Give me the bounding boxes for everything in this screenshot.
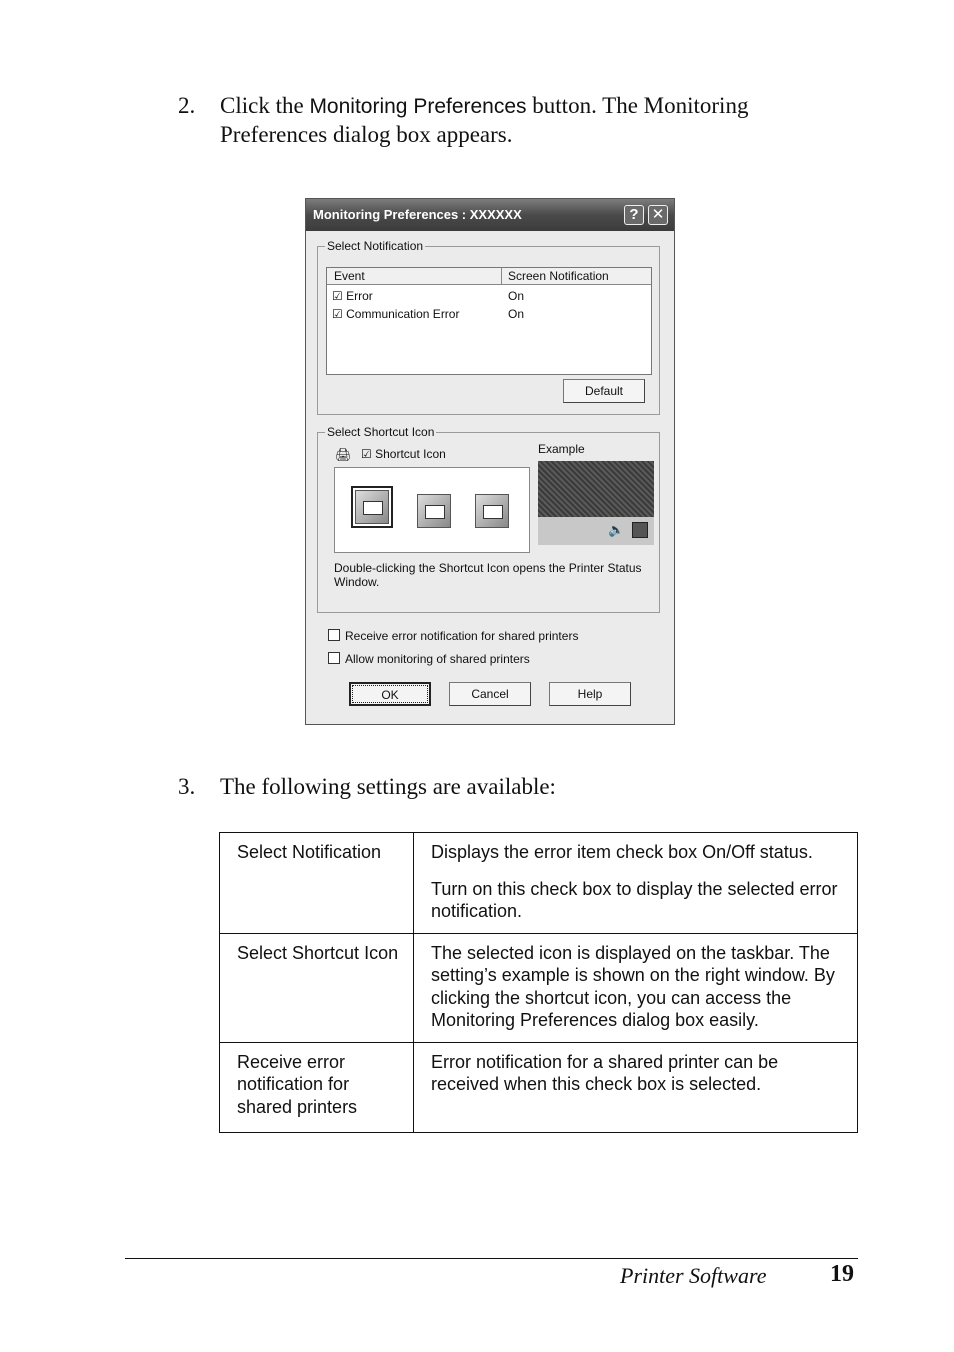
footer-rule: [125, 1258, 858, 1259]
monitoring-preferences-dialog: [305, 198, 675, 725]
step-2-text: Click the Monitoring Preferences button. The Monitoring Preferences dialog box appears.: [220, 93, 749, 147]
allow-monitoring-option[interactable]: Allow monitoring of shared printers: [328, 652, 530, 666]
settings-table: [219, 832, 858, 1133]
step-2-number: 2.: [178, 93, 196, 118]
help-question-icon[interactable]: ?: [624, 205, 644, 225]
notification-list[interactable]: [326, 267, 652, 375]
setting-name: Receive error notification for shared printers: [220, 1042, 414, 1133]
dialog-title: Monitoring Preferences : XXXXXX: [313, 207, 522, 222]
example-preview: [538, 461, 654, 517]
setting-description: Displays the error item check box On/Off status. Turn on this check box to display the selected error notification.: [414, 833, 858, 934]
setting-description: Error notification for a shared printer can be received when this check box is selected.: [414, 1042, 858, 1133]
shortcut-icon-selector[interactable]: [334, 467, 530, 553]
close-icon[interactable]: ✕: [648, 205, 668, 225]
printer-icon-option-2[interactable]: [417, 494, 451, 528]
table-row: [220, 833, 858, 934]
footer-section-title: Printer Software: [620, 1263, 767, 1288]
column-header-event[interactable]: Event: [327, 268, 502, 285]
shortcut-description: Double-clicking the Shortcut Icon opens the Printer Status Window.: [334, 561, 642, 589]
list-item-error[interactable]: ☑ Error: [332, 289, 373, 303]
select-notification-label: Select Notification: [327, 239, 424, 253]
printer-small-icon: 🖨: [335, 447, 352, 462]
help-button[interactable]: Help: [549, 682, 631, 706]
default-button[interactable]: Default: [563, 379, 645, 403]
printer-tray-icon: [632, 522, 648, 538]
select-notification-group: [317, 239, 660, 415]
receive-error-checkbox[interactable]: [328, 629, 340, 641]
dialog-titlebar: [306, 199, 674, 231]
list-item-error-status: On: [508, 289, 525, 303]
checkbox-error[interactable]: ☑: [332, 289, 343, 303]
select-shortcut-icon-label: Select Shortcut Icon: [327, 425, 435, 439]
allow-monitoring-checkbox[interactable]: [328, 652, 340, 664]
setting-name: Select Notification: [220, 833, 414, 934]
cancel-button[interactable]: Cancel: [449, 682, 531, 706]
printer-icon-option-1[interactable]: [355, 490, 389, 524]
example-taskbar: [538, 517, 654, 545]
setting-name: Select Shortcut Icon: [220, 933, 414, 1042]
receive-error-notification-option[interactable]: Receive error notification for shared printers: [328, 629, 578, 643]
setting-description: The selected icon is displayed on the taskbar. The setting’s example is shown on the right window. By clicking the shortcut icon, you can access the Monitoring Preferences dialog box easily.: [414, 933, 858, 1042]
step-3-text: The following settings are available:: [220, 774, 556, 799]
speaker-icon: 🔈: [608, 522, 625, 537]
monitoring-preferences-button-name: Monitoring Preferences: [309, 95, 527, 118]
table-row: [220, 933, 858, 1042]
table-row: [220, 1042, 858, 1133]
step-3-number: 3.: [178, 774, 196, 799]
ok-button[interactable]: OK: [349, 682, 431, 706]
page-number: 19: [830, 1261, 854, 1287]
shortcut-icon-checkbox-label: Shortcut Icon: [375, 447, 446, 461]
printer-icon-option-3[interactable]: [475, 494, 509, 528]
shortcut-icon-checkbox[interactable]: ☑ Shortcut Icon: [361, 447, 446, 461]
checkbox-communication-error[interactable]: ☑: [332, 307, 343, 321]
list-item-communication-error[interactable]: ☑ Communication Error: [332, 307, 460, 321]
example-label: Example: [538, 442, 585, 456]
list-item-communication-error-status: On: [508, 307, 525, 321]
column-header-screen-notification[interactable]: Screen Notification: [502, 268, 651, 285]
select-shortcut-icon-group: [317, 425, 660, 613]
